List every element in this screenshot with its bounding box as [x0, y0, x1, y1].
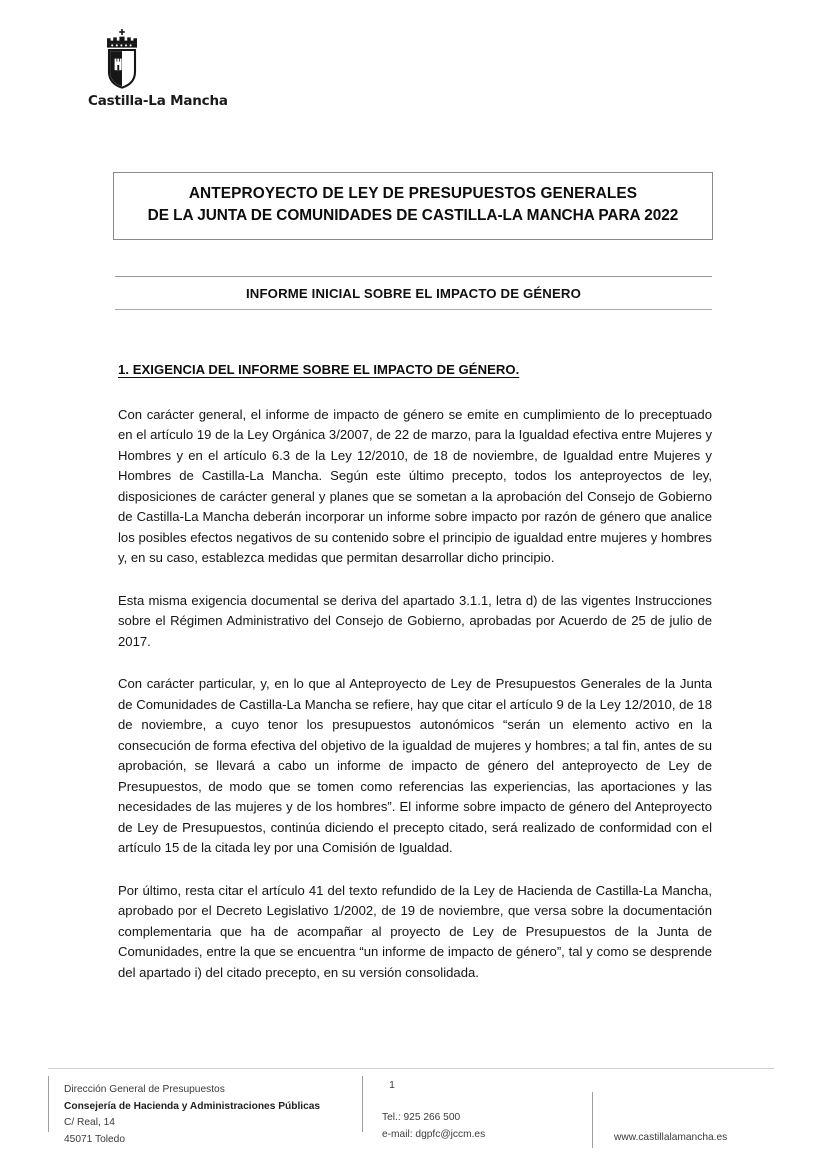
subtitle-rule-bottom — [115, 309, 712, 310]
letterhead — [88, 28, 288, 109]
footer-email[interactable]: e-mail: dgpfc@jccm.es — [382, 1128, 486, 1140]
footer-department: Dirección General de Presupuestos — [64, 1084, 225, 1095]
footer-divider — [48, 1068, 774, 1069]
page-number: 1 — [389, 1080, 395, 1091]
footer-ministry: Consejería de Hacienda y Administraciones Públicas — [64, 1100, 321, 1112]
footer-website[interactable]: www.castillalamancha.es — [614, 1132, 728, 1143]
body-paragraph: Por último, resta citar el artículo 41 del texto refundido de la Ley de Hacienda de Castilla-La Mancha, aprobado por el Decreto Legislativo 1/2002, de 19 de noviembre, que versa sobre la documentación complementaria que ha de acompañar al proyecto de Ley de Presupuestos de la Junta de Comunidades, entre la que se encuentra “un informe de impacto de género”, tal y como se desprende del apartado i) del citado precepto, en su versión consolidada. — [118, 882, 712, 980]
castilla-la-mancha-shield-crest-icon — [94, 28, 150, 90]
footer-street: C/ Real, 14 — [64, 1117, 115, 1129]
body-paragraph: Con carácter particular, y, en lo que al Anteproyecto de Ley de Presupuestos Generales de la Junta de Comunidades de Castilla-La Mancha se refiere, hay que citar el artículo 9 de la Ley 12/2010, de 18 de noviembre, a cuyo tenor los presupuestos autonómicos “serán un elemento activo en la consecución de forma efectiva del objetivo de la igualdad de mujeres y hombres; a tal fin, antes de su aprobación, se llevará a cabo un informe de impacto de género del anteproyecto de Ley de Presupuestos, de modo que se tomen como referencias las experiencias, las aportaciones y las necesidades de las mujeres y de los hombres”. El informe sobre impacto de género del Anteproyecto de Ley de Presupuestos, continúa diciendo el precepto citado, será realizado de conformidad con el artículo 15 de la citada ley por una Comisión de Igualdad. — [118, 676, 712, 856]
footer-city: 45071 Toledo — [64, 1133, 125, 1145]
body-paragraph: Esta misma exigencia documental se deriva del apartado 3.1.1, letra d) de las vigentes Instrucciones sobre el Régimen Administrativo del Consejo de Gobierno, aprobadas por Acuerdo de 25 de julio de 2017. — [118, 592, 712, 649]
section-heading: 1. EXIGENCIA DEL INFORME SOBRE EL IMPACTO DE GÉNERO. — [118, 362, 520, 377]
document-subtitle: INFORME INICIAL SOBRE EL IMPACTO DE GÉNERO — [245, 286, 582, 301]
footer-phone: Tel.: 925 266 500 — [382, 1112, 461, 1123]
document-title-box — [113, 172, 713, 240]
document-title-line-1: ANTEPROYECTO DE LEY DE PRESUPUESTOS GENERALES — [188, 185, 638, 202]
document-body — [118, 362, 712, 983]
page-footer — [0, 1068, 826, 1168]
footer-separator-right — [592, 1092, 593, 1148]
body-paragraph: Con carácter general, el informe de impacto de género se emite en cumplimiento de lo preceptuado en el artículo 19 de la Ley Orgánica 3/2007, de 22 de marzo, para la Igualdad efectiva entre Mujeres y Hombres y en el artículo 6.3 de la Ley 12/2010, de 18 de noviembre, de Igualdad entre Mujeres y Hombres de Castilla-La Mancha. Según este último precepto, todos los anteproyectos de ley, disposiciones de carácter general y planes que se sometan a la aprobación del Consejo de Gobierno de Castilla-La Mancha deberán incorporar un informe sobre impacto por razón de género que analice los posibles efectos negativos de su contenido sobre el principio de igualdad entre mujeres y hombres y, en su caso, establezca medidas que permitan desarrollar dicho principio. — [118, 407, 712, 566]
footer-address-block — [64, 1082, 354, 1148]
document-subtitle-block — [115, 276, 712, 310]
footer-separator-left — [48, 1076, 49, 1132]
document-title-line-2: DE LA JUNTA DE COMUNIDADES DE CASTILLA-LA MANCHA PARA 2022 — [147, 207, 679, 225]
footer-contact-block — [382, 1110, 582, 1143]
brand-name: Castilla-La Mancha — [88, 93, 228, 109]
footer-website-block — [614, 1130, 814, 1147]
